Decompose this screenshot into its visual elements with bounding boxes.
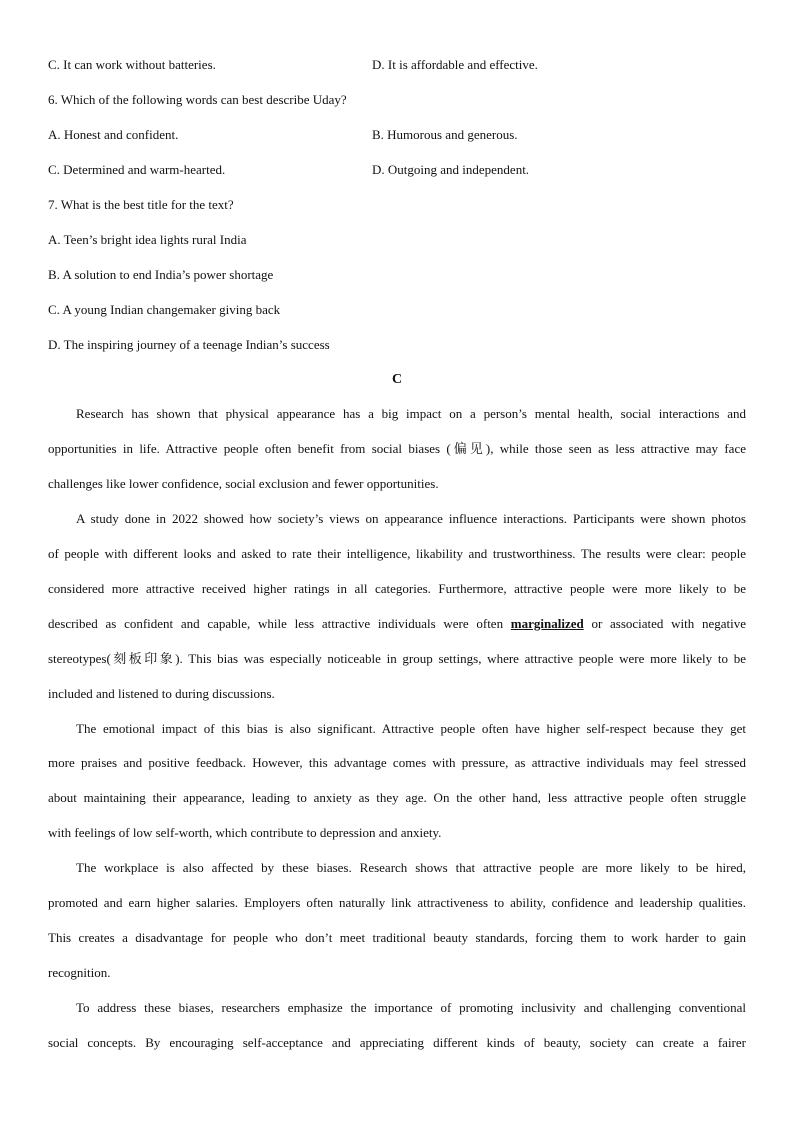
paragraph-2-line: of people with different looks and asked to rate their intelligence, likability and trustworthiness. The results were clear: people bbox=[48, 546, 746, 561]
paragraph-3-line: The emotional impact of this bias is also significant. Attractive people often have higher self-respect because they get bbox=[76, 721, 746, 736]
q6-option-b: B. Humorous and generous. bbox=[372, 127, 518, 142]
paragraph-5-line: To address these biases, researchers emphasize the importance of promoting inclusivity and challenging conventional bbox=[76, 1000, 746, 1015]
q7-option-d: D. The inspiring journey of a teenage Indian’s success bbox=[48, 337, 330, 352]
section-title: C bbox=[391, 372, 403, 387]
q6-option-d: D. Outgoing and independent. bbox=[372, 162, 530, 177]
paragraph-2-line: considered more attractive received higher ratings in all categories. Furthermore, attractive people were more likely to be bbox=[48, 581, 746, 596]
paragraph-1-line: challenges like lower confidence, social exclusion and fewer opportunities. bbox=[48, 476, 439, 491]
q5-option-d: D. It is affordable and effective. bbox=[372, 57, 538, 72]
paragraph-5-line: social concepts. By encouraging self-acceptance and appreciating different kinds of beauty, society can create a fairer bbox=[48, 1035, 746, 1050]
paragraph-2-line-with-keyword bbox=[48, 616, 746, 632]
paragraph-4-line: This creates a disadvantage for people who don’t meet traditional beauty standards, forcing them to work harder to gain bbox=[48, 930, 746, 945]
paragraph-2-line: A study done in 2022 showed how society’s views on appearance influence interactions. Participants were shown photos bbox=[76, 511, 746, 526]
paragraph-3-line: with feelings of low self-worth, which contribute to depression and anxiety. bbox=[48, 825, 442, 840]
paragraph-3-line: more praises and positive feedback. However, this advantage comes with pressure, as attractive individuals may feel stressed bbox=[48, 755, 746, 770]
paragraph-4-line: recognition. bbox=[48, 965, 111, 980]
q6-option-c: C. Determined and warm-hearted. bbox=[48, 162, 226, 177]
q7-option-a: A. Teen’s bright idea lights rural India bbox=[48, 232, 247, 247]
q5-option-c: C. It can work without batteries. bbox=[48, 57, 216, 72]
underlined-keyword: marginalized bbox=[510, 616, 584, 631]
q7-option-c: C. A young Indian changemaker giving back bbox=[48, 302, 281, 317]
paragraph-4-line: promoted and earn higher salaries. Employers often naturally link attractiveness to ability, confidence and leadership qualities. bbox=[48, 895, 746, 910]
paragraph-1-line: Research has shown that physical appearance has a big impact on a person’s mental health, social interactions and bbox=[76, 406, 746, 421]
paragraph-3-line: about maintaining their appearance, leading to anxiety as they age. On the other hand, less attractive people often struggle bbox=[48, 790, 746, 805]
paragraph-2-line: included and listened to during discussions. bbox=[48, 686, 275, 701]
paragraph-1-line: opportunities in life. Attractive people often benefit from social biases (偏见), while those seen as less attractive may face bbox=[48, 441, 746, 456]
text-segment: described as confident and capable, while less attractive individuals were often bbox=[48, 616, 511, 631]
q6-question: 6. Which of the following words can best describe Uday? bbox=[48, 92, 347, 107]
q6-option-a: A. Honest and confident. bbox=[48, 127, 179, 142]
paragraph-4-line: The workplace is also affected by these biases. Research shows that attractive people are more likely to be hired, bbox=[76, 860, 746, 875]
q7-question: 7. What is the best title for the text? bbox=[48, 197, 234, 212]
q7-option-b: B. A solution to end India’s power shortage bbox=[48, 267, 274, 282]
paragraph-2-line: stereotypes(刻板印象). This bias was especially noticeable in group settings, where attractive people were more likely to be bbox=[48, 651, 746, 666]
text-segment: or associated with negative bbox=[583, 616, 746, 631]
